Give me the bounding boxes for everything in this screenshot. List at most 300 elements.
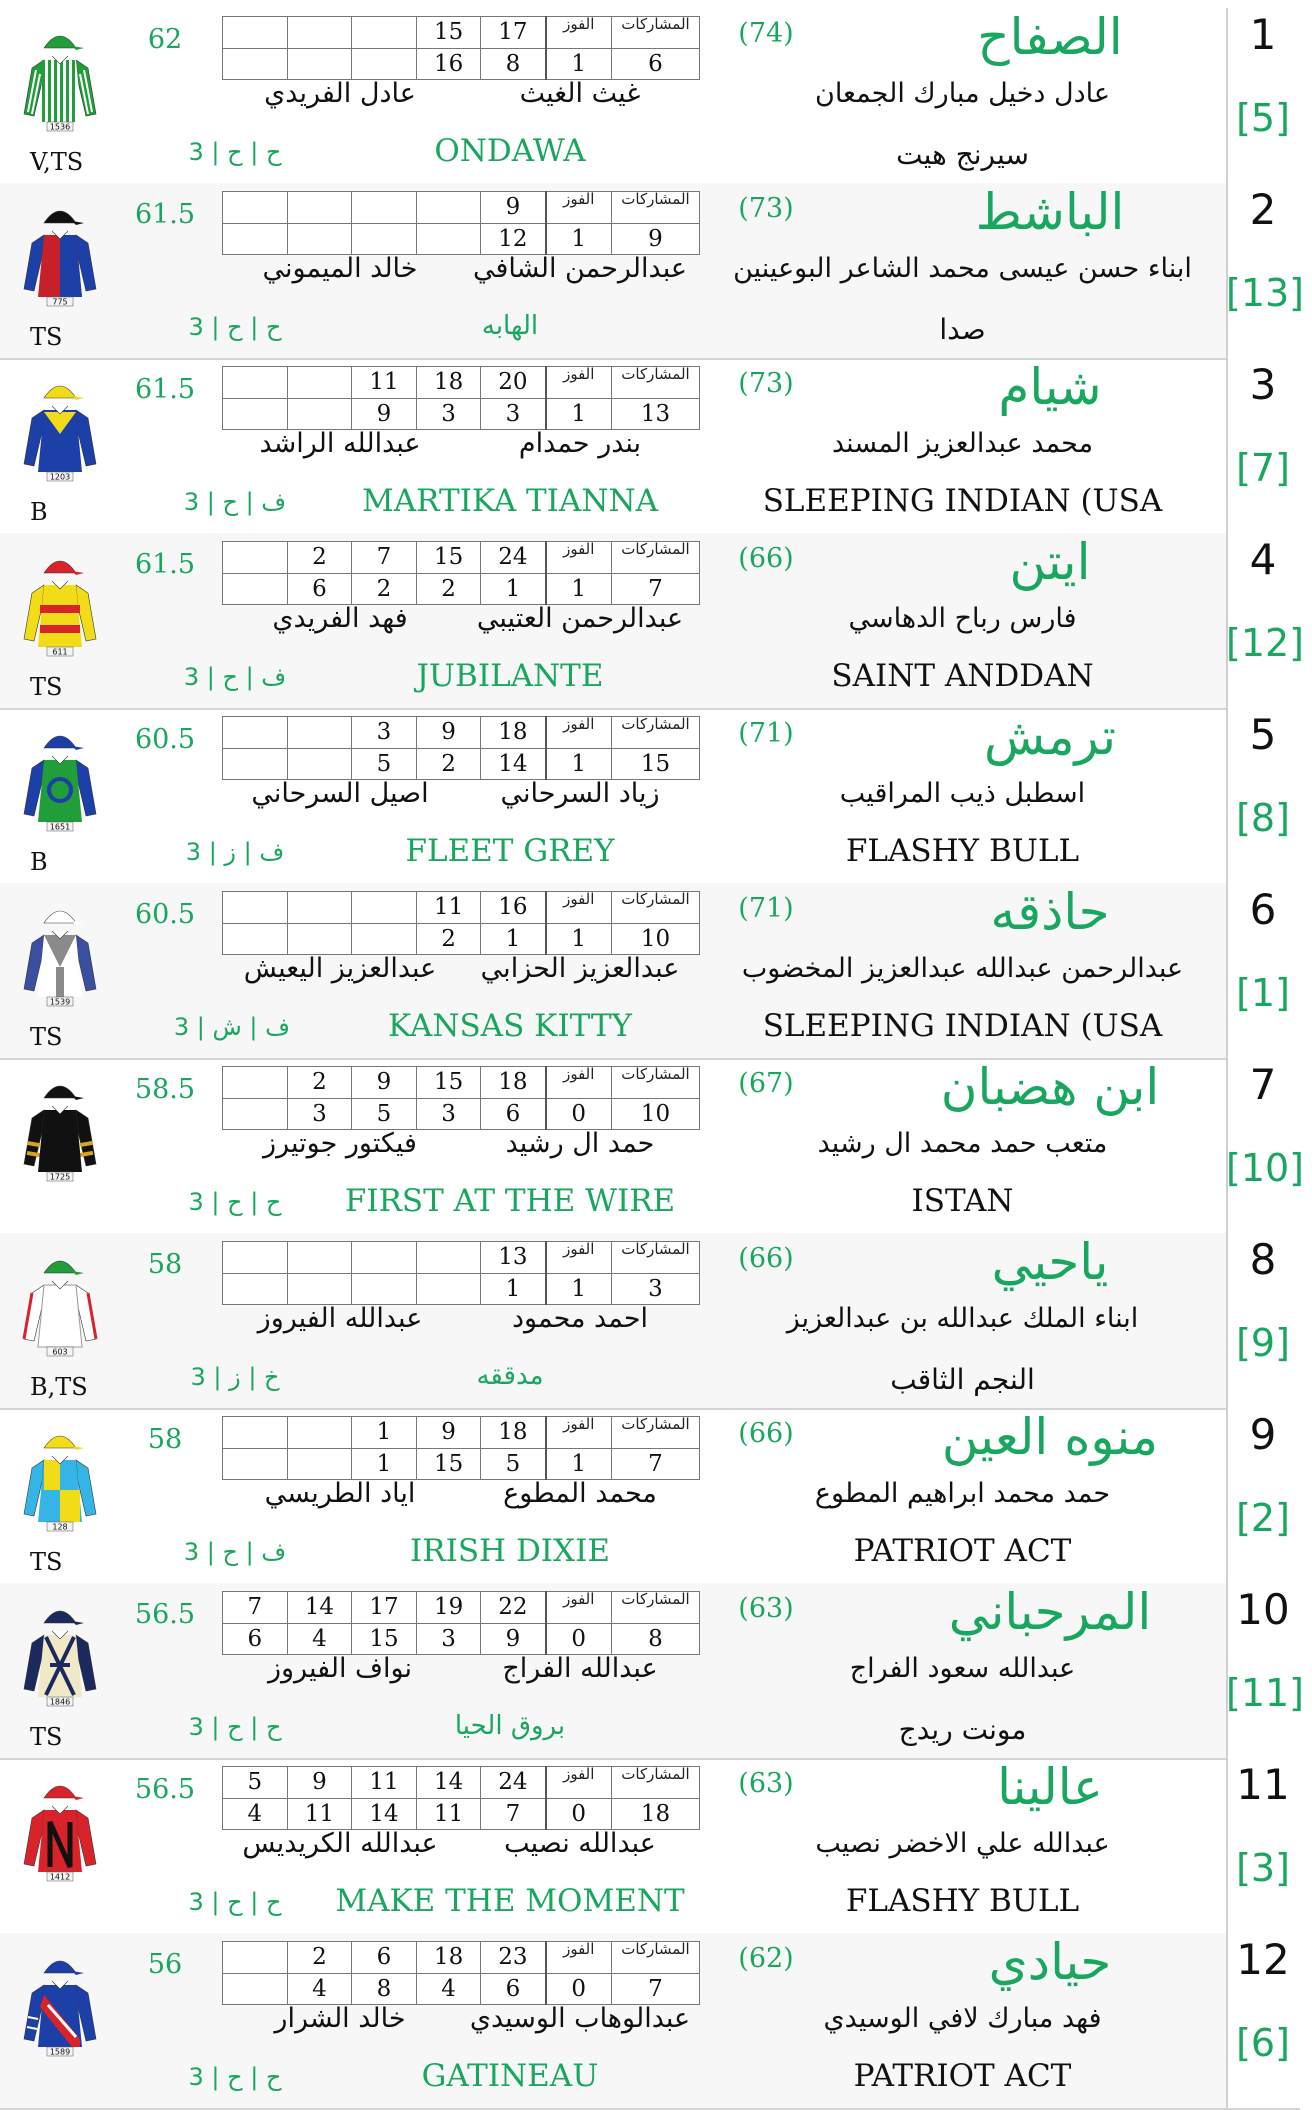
stat-cell: 14 bbox=[352, 1798, 417, 1830]
dam-name: الهابه bbox=[481, 311, 539, 341]
wins-count: 0 bbox=[546, 1098, 612, 1130]
stat-cell: 18 bbox=[416, 367, 481, 399]
stat-cell: 11 bbox=[287, 1798, 352, 1830]
stat-cell bbox=[287, 17, 352, 49]
stat-cell: 23 bbox=[481, 1942, 546, 1974]
horse-rating: (71) bbox=[738, 718, 794, 749]
horse-rating: (73) bbox=[738, 193, 794, 224]
svg-text:1203: 1203 bbox=[49, 472, 71, 482]
horse-rating: (66) bbox=[738, 1418, 794, 1449]
stat-cell bbox=[287, 48, 352, 80]
stat-cell: 7 bbox=[223, 1592, 288, 1624]
jockey-silks-icon bbox=[14, 372, 106, 482]
stat-cell: 18 bbox=[416, 1942, 481, 1974]
wins-count: 0 bbox=[546, 1623, 612, 1655]
sire-name: مونت ريدج bbox=[898, 1713, 1027, 1746]
stat-cell: 13 bbox=[481, 1242, 546, 1274]
stat-cell: 4 bbox=[287, 1623, 352, 1655]
saddle-number: 2 bbox=[1249, 185, 1277, 234]
sire-name: النجم الثاقب bbox=[890, 1363, 1035, 1396]
saddle-number: 10 bbox=[1236, 1585, 1290, 1634]
runner-entry[interactable] bbox=[0, 708, 1300, 885]
stat-cell bbox=[223, 1273, 288, 1305]
runner-entry[interactable] bbox=[0, 533, 1305, 710]
sire-name: SLEEPING INDIAN (USA bbox=[762, 483, 1163, 519]
stat-cell: 14 bbox=[416, 1767, 481, 1799]
svg-text:1412: 1412 bbox=[49, 1872, 71, 1882]
saddle-number: 7 bbox=[1249, 1060, 1277, 1109]
stat-cell: 7 bbox=[352, 542, 417, 574]
trainer-name: عبدالرحمن العتيبي bbox=[476, 603, 684, 634]
stat-cell: 16 bbox=[481, 892, 546, 924]
owner-name: اسطبل ذيب المراقيب bbox=[839, 778, 1086, 809]
svg-text:1725: 1725 bbox=[49, 1172, 71, 1182]
runner-entry[interactable] bbox=[0, 883, 1300, 1060]
wins-count: 1 bbox=[546, 1448, 612, 1480]
stat-cell: 18 bbox=[481, 1417, 546, 1449]
stat-cell: 3 bbox=[416, 398, 481, 430]
owner-name: عادل دخيل مبارك الجمعان bbox=[814, 78, 1110, 109]
runs-header: المشاركات bbox=[612, 1067, 700, 1099]
stat-cell: 5 bbox=[481, 1448, 546, 1480]
stat-cell: 2 bbox=[416, 748, 481, 780]
horse-info: ح | ح | 3 bbox=[188, 1888, 282, 1916]
equipment-code: TS bbox=[30, 1723, 63, 1751]
stat-cell: 2 bbox=[287, 1942, 352, 1974]
runner-entry[interactable] bbox=[0, 358, 1300, 535]
stat-cell: 9 bbox=[481, 1623, 546, 1655]
stat-cell: 14 bbox=[287, 1592, 352, 1624]
saddle-number: 9 bbox=[1249, 1410, 1277, 1459]
jockey-name: عبدالله الفيروز bbox=[257, 1303, 423, 1334]
stat-cell: 15 bbox=[352, 1623, 417, 1655]
trainer-name: عبدالعزيز الحزابي bbox=[480, 953, 680, 984]
stat-cell bbox=[352, 17, 417, 49]
draw-number: [5] bbox=[1236, 96, 1290, 140]
horse-info: ف | ز | 3 bbox=[185, 838, 285, 866]
stat-cell bbox=[223, 1417, 288, 1449]
sire-name: PATRIOT ACT bbox=[853, 2058, 1072, 2094]
runs-header: المشاركات bbox=[612, 1417, 700, 1449]
runs-count: 13 bbox=[612, 398, 700, 430]
stat-cell: 2 bbox=[287, 1067, 352, 1099]
stat-cell: 9 bbox=[352, 1067, 417, 1099]
runs-count: 3 bbox=[612, 1273, 700, 1305]
stat-cell bbox=[352, 923, 417, 955]
jockey-silks-icon bbox=[14, 722, 106, 832]
draw-number: [12] bbox=[1226, 621, 1305, 665]
horse-name[interactable]: الباشط bbox=[975, 183, 1125, 241]
equipment-code: B bbox=[30, 848, 48, 876]
sire-name: صدا bbox=[939, 313, 986, 346]
draw-number: [10] bbox=[1226, 1146, 1305, 1190]
jockey-silks-icon bbox=[14, 22, 106, 132]
stat-cell: 9 bbox=[352, 398, 417, 430]
dam-name: ONDAWA bbox=[434, 133, 586, 169]
stat-cell: 20 bbox=[481, 367, 546, 399]
dam-name: FIRST AT THE WIRE bbox=[344, 1183, 676, 1219]
stat-cell bbox=[352, 892, 417, 924]
trainer-name: عبدالله نصيب bbox=[504, 1828, 656, 1859]
horse-name[interactable]: ياحيي bbox=[991, 1233, 1109, 1291]
stat-cell bbox=[352, 223, 417, 255]
stat-cell bbox=[287, 892, 352, 924]
horse-info: ح | ح | 3 bbox=[188, 1188, 282, 1216]
stat-cell bbox=[352, 1273, 417, 1305]
horse-name[interactable]: المرحباني bbox=[948, 1583, 1152, 1641]
horse-info: ح | ح | 3 bbox=[188, 313, 282, 341]
stat-cell bbox=[223, 367, 288, 399]
owner-name: عبدالرحمن عبدالله عبدالعزيز المخضوب bbox=[741, 953, 1184, 984]
jockey-name: اياد الطريسي bbox=[264, 1478, 416, 1509]
form-stats-table bbox=[222, 1416, 700, 1480]
jockey-name: عادل الفريدي bbox=[264, 78, 416, 109]
horse-info: ف | ح | 3 bbox=[183, 488, 287, 516]
stat-cell: 3 bbox=[481, 398, 546, 430]
stat-cell: 22 bbox=[481, 1592, 546, 1624]
wins-header: الفوز bbox=[546, 1067, 612, 1099]
jockey-name: نواف الفيروز bbox=[267, 1653, 413, 1684]
stat-cell bbox=[287, 223, 352, 255]
carried-weight: 60.5 bbox=[134, 724, 196, 755]
sire-name: SAINT ANDDAN bbox=[831, 658, 1094, 694]
draw-number: [6] bbox=[1236, 2021, 1290, 2065]
stat-cell: 2 bbox=[287, 542, 352, 574]
horse-info: ح | ح | 3 bbox=[188, 2063, 282, 2091]
stat-cell bbox=[223, 192, 288, 224]
owner-name: فهد مبارك لافي الوسيدي bbox=[823, 2003, 1102, 2034]
jockey-silks-icon bbox=[14, 1772, 106, 1882]
form-stats-table bbox=[222, 541, 700, 605]
form-stats-table bbox=[222, 16, 700, 80]
runner-entry[interactable] bbox=[0, 1408, 1300, 1585]
stat-cell bbox=[287, 923, 352, 955]
horse-info: ف | ش | 3 bbox=[173, 1013, 290, 1041]
stat-cell: 9 bbox=[416, 717, 481, 749]
carried-weight: 58.5 bbox=[134, 1074, 196, 1105]
horse-name[interactable]: ايتن bbox=[1009, 533, 1091, 591]
stat-cell: 9 bbox=[481, 192, 546, 224]
stat-cell bbox=[223, 1942, 288, 1974]
stat-cell bbox=[223, 1098, 288, 1130]
stat-cell bbox=[223, 17, 288, 49]
jockey-silks-icon bbox=[14, 1597, 106, 1707]
runs-header: المشاركات bbox=[612, 892, 700, 924]
horse-rating: (71) bbox=[738, 893, 794, 924]
dam-name: مدققه bbox=[476, 1361, 544, 1391]
sire-name: SLEEPING INDIAN (USA bbox=[762, 1008, 1163, 1044]
stat-cell: 4 bbox=[223, 1798, 288, 1830]
runner-entry[interactable] bbox=[0, 1233, 1300, 1410]
equipment-code: TS bbox=[30, 673, 63, 701]
stat-cell bbox=[287, 367, 352, 399]
wins-header: الفوز bbox=[546, 1942, 612, 1974]
jockey-name: فيكتور جوتيرز bbox=[263, 1128, 417, 1159]
stat-cell bbox=[352, 1242, 417, 1274]
saddle-number: 4 bbox=[1249, 535, 1277, 584]
stat-cell: 17 bbox=[352, 1592, 417, 1624]
dam-name: MARTIKA TIANNA bbox=[362, 483, 658, 519]
stat-cell: 9 bbox=[287, 1767, 352, 1799]
stat-cell: 4 bbox=[416, 1973, 481, 2005]
svg-text:611: 611 bbox=[52, 647, 68, 657]
svg-text:128: 128 bbox=[52, 1522, 68, 1532]
stat-cell bbox=[223, 223, 288, 255]
horse-info: ف | ح | 3 bbox=[183, 663, 287, 691]
carried-weight: 61.5 bbox=[134, 199, 196, 230]
stat-cell bbox=[416, 1242, 481, 1274]
stat-cell: 1 bbox=[481, 573, 546, 605]
form-stats-table bbox=[222, 716, 700, 780]
form-stats-table bbox=[222, 191, 700, 255]
sire-name: ISTAN bbox=[911, 1183, 1014, 1219]
stat-cell: 24 bbox=[481, 1767, 546, 1799]
saddle-number: 3 bbox=[1249, 360, 1277, 409]
stat-cell bbox=[287, 1242, 352, 1274]
owner-name: ابناء الملك عبدالله بن عبدالعزيز bbox=[786, 1303, 1139, 1334]
horse-rating: (66) bbox=[738, 543, 794, 574]
carried-weight: 58 bbox=[147, 1424, 183, 1455]
stat-cell bbox=[223, 923, 288, 955]
jockey-name: خالد الميموني bbox=[262, 253, 418, 284]
stat-cell: 5 bbox=[352, 748, 417, 780]
svg-text:1539: 1539 bbox=[49, 997, 71, 1007]
carried-weight: 62 bbox=[147, 24, 183, 55]
saddle-number: 8 bbox=[1249, 1235, 1277, 1284]
horse-name[interactable]: حاذقه bbox=[990, 883, 1110, 941]
wins-count: 0 bbox=[546, 1798, 612, 1830]
runs-header: المشاركات bbox=[612, 17, 700, 49]
jockey-name: عبدالله الراشد bbox=[259, 428, 421, 459]
stat-cell: 4 bbox=[287, 1973, 352, 2005]
runs-count: 15 bbox=[612, 748, 700, 780]
jockey-silks-icon bbox=[14, 547, 106, 657]
stat-cell: 6 bbox=[481, 1098, 546, 1130]
carried-weight: 61.5 bbox=[134, 374, 196, 405]
wins-count: 0 bbox=[546, 1973, 612, 2005]
horse-info: ف | ح | 3 bbox=[183, 1538, 287, 1566]
runs-header: المشاركات bbox=[612, 367, 700, 399]
horse-rating: (67) bbox=[738, 1068, 794, 1099]
wins-header: الفوز bbox=[546, 1242, 612, 1274]
wins-header: الفوز bbox=[546, 1592, 612, 1624]
draw-number: [9] bbox=[1236, 1321, 1290, 1365]
stat-cell: 2 bbox=[352, 573, 417, 605]
stat-cell: 11 bbox=[352, 1767, 417, 1799]
stat-cell: 8 bbox=[481, 48, 546, 80]
stat-cell bbox=[223, 717, 288, 749]
stat-cell: 15 bbox=[416, 542, 481, 574]
carried-weight: 56.5 bbox=[134, 1599, 196, 1630]
owner-name: حمد محمد ابراهيم المطوع bbox=[814, 1478, 1111, 1509]
horse-name[interactable]: منوه العين bbox=[941, 1408, 1159, 1466]
jockey-silks-icon bbox=[14, 197, 106, 307]
wins-header: الفوز bbox=[546, 1417, 612, 1449]
stat-cell bbox=[223, 1242, 288, 1274]
runs-header: المشاركات bbox=[612, 1767, 700, 1799]
runs-header: المشاركات bbox=[612, 717, 700, 749]
jockey-name: فهد الفريدي bbox=[272, 603, 408, 634]
runs-count: 18 bbox=[612, 1798, 700, 1830]
sire-name: FLASHY BULL bbox=[845, 1883, 1080, 1919]
runner-entry[interactable] bbox=[0, 8, 1300, 185]
horse-info: ح | ح | 3 bbox=[188, 1713, 282, 1741]
horse-name[interactable]: الصفاح bbox=[977, 8, 1123, 66]
dam-name: FLEET GREY bbox=[405, 833, 615, 869]
equipment-code: TS bbox=[30, 1023, 63, 1051]
stat-cell: 16 bbox=[416, 48, 481, 80]
wins-header: الفوز bbox=[546, 17, 612, 49]
stat-cell bbox=[416, 223, 481, 255]
stat-cell: 1 bbox=[481, 1273, 546, 1305]
wins-header: الفوز bbox=[546, 367, 612, 399]
stat-cell: 6 bbox=[287, 573, 352, 605]
runner-entry[interactable] bbox=[0, 1583, 1305, 1760]
stat-cell: 5 bbox=[352, 1098, 417, 1130]
runs-count: 6 bbox=[612, 48, 700, 80]
horse-name[interactable]: ترمش bbox=[983, 708, 1117, 766]
stat-cell: 3 bbox=[352, 717, 417, 749]
dam-name: IRISH DIXIE bbox=[409, 1533, 610, 1569]
draw-number: [3] bbox=[1236, 1846, 1290, 1890]
wins-count: 1 bbox=[546, 398, 612, 430]
stat-cell bbox=[287, 1417, 352, 1449]
jockey-silks-icon bbox=[14, 1947, 106, 2057]
stat-cell: 11 bbox=[416, 892, 481, 924]
stat-cell: 9 bbox=[416, 1417, 481, 1449]
runs-count: 7 bbox=[612, 1973, 700, 2005]
horse-name[interactable]: عالينا bbox=[997, 1758, 1103, 1816]
horse-rating: (66) bbox=[738, 1243, 794, 1274]
draw-number: [11] bbox=[1226, 1671, 1305, 1715]
stat-cell bbox=[352, 48, 417, 80]
runner-entry[interactable] bbox=[0, 1933, 1300, 2110]
owner-name: محمد عبدالعزيز المسند bbox=[831, 428, 1094, 459]
runner-entry[interactable] bbox=[0, 183, 1305, 360]
stat-cell bbox=[352, 192, 417, 224]
horse-info: ح | ح | 3 bbox=[188, 138, 282, 166]
stat-cell bbox=[223, 48, 288, 80]
form-stats-table bbox=[222, 1766, 700, 1830]
form-stats-table bbox=[222, 1941, 700, 2005]
stat-cell bbox=[223, 1067, 288, 1099]
trainer-name: حمد ال رشيد bbox=[505, 1128, 655, 1159]
svg-text:775: 775 bbox=[52, 297, 68, 307]
runner-entry[interactable] bbox=[0, 1758, 1300, 1935]
stat-cell: 1 bbox=[352, 1448, 417, 1480]
owner-name: فارس رباح الدهاسي bbox=[848, 603, 1077, 634]
trainer-name: عبدالرحمن الشافي bbox=[473, 253, 687, 284]
runs-header: المشاركات bbox=[612, 1592, 700, 1624]
stat-cell: 15 bbox=[416, 1448, 481, 1480]
runs-header: المشاركات bbox=[612, 1242, 700, 1274]
stat-cell: 14 bbox=[481, 748, 546, 780]
runs-header: المشاركات bbox=[612, 542, 700, 574]
horse-rating: (74) bbox=[738, 18, 794, 49]
wins-count: 1 bbox=[546, 923, 612, 955]
owner-name: عبدالله سعود الفراج bbox=[849, 1653, 1076, 1684]
svg-text:603: 603 bbox=[52, 1347, 68, 1357]
stat-cell bbox=[287, 717, 352, 749]
jockey-silks-icon bbox=[14, 1422, 106, 1532]
carried-weight: 60.5 bbox=[134, 899, 196, 930]
runs-count: 7 bbox=[612, 573, 700, 605]
form-stats-table bbox=[222, 1241, 700, 1305]
stat-cell: 7 bbox=[481, 1798, 546, 1830]
equipment-code: V,TS bbox=[30, 148, 84, 176]
svg-text:1846: 1846 bbox=[49, 1697, 71, 1707]
horse-rating: (62) bbox=[738, 1943, 794, 1974]
stat-cell: 8 bbox=[352, 1973, 417, 2005]
form-stats-table bbox=[222, 1066, 700, 1130]
dam-name: JUBILANTE bbox=[416, 658, 604, 694]
horse-name[interactable]: حيادي bbox=[988, 1933, 1112, 1991]
saddle-number: 5 bbox=[1249, 710, 1277, 759]
runs-header: المشاركات bbox=[612, 192, 700, 224]
svg-text:1536: 1536 bbox=[49, 122, 71, 132]
carried-weight: 56 bbox=[147, 1949, 183, 1980]
trainer-name: غيث الغيث bbox=[519, 78, 641, 109]
horse-name[interactable]: شيام bbox=[998, 358, 1102, 416]
dam-name: MAKE THE MOMENT bbox=[335, 1883, 685, 1919]
saddle-number: 11 bbox=[1236, 1760, 1290, 1809]
runs-header: المشاركات bbox=[612, 1942, 700, 1974]
saddle-number: 12 bbox=[1236, 1935, 1290, 1984]
wins-header: الفوز bbox=[546, 192, 612, 224]
jockey-silks-icon bbox=[14, 1072, 106, 1182]
stat-cell: 18 bbox=[481, 717, 546, 749]
dam-name: GATINEAU bbox=[421, 2058, 599, 2094]
runs-count: 8 bbox=[612, 1623, 700, 1655]
runs-count: 9 bbox=[612, 223, 700, 255]
stat-cell: 5 bbox=[223, 1767, 288, 1799]
stat-cell: 11 bbox=[352, 367, 417, 399]
owner-name: عبدالله علي الاخضر نصيب bbox=[815, 1828, 1110, 1859]
stat-cell: 19 bbox=[416, 1592, 481, 1624]
owner-name: ابناء حسن عيسى محمد الشاعر البوعينين bbox=[733, 253, 1192, 284]
stat-cell: 11 bbox=[416, 1798, 481, 1830]
wins-count: 1 bbox=[546, 1273, 612, 1305]
stat-cell bbox=[287, 398, 352, 430]
dam-name: KANSAS KITTY bbox=[388, 1008, 632, 1044]
stat-cell: 6 bbox=[223, 1623, 288, 1655]
equipment-code: B,TS bbox=[30, 1373, 88, 1401]
equipment-code: B bbox=[30, 498, 48, 526]
wins-count: 1 bbox=[546, 223, 612, 255]
stat-cell: 2 bbox=[416, 923, 481, 955]
jockey-name: اصيل السرحاني bbox=[251, 778, 429, 809]
saddle-number: 1 bbox=[1249, 10, 1277, 59]
jockey-name: خالد الشرار bbox=[274, 2003, 406, 2034]
form-stats-table bbox=[222, 366, 700, 430]
carried-weight: 61.5 bbox=[134, 549, 196, 580]
horse-name[interactable]: ابن هضبان bbox=[940, 1058, 1160, 1116]
runner-entry[interactable] bbox=[0, 1058, 1305, 1235]
sire-name: FLASHY BULL bbox=[845, 833, 1080, 869]
carried-weight: 58 bbox=[147, 1249, 183, 1280]
trainer-name: محمد المطوع bbox=[503, 1478, 657, 1509]
stat-cell: 2 bbox=[416, 573, 481, 605]
sire-name: PATRIOT ACT bbox=[853, 1533, 1072, 1569]
draw-number: [7] bbox=[1236, 446, 1290, 490]
sire-name: سيرنج هيت bbox=[896, 138, 1029, 171]
draw-number: [2] bbox=[1236, 1496, 1290, 1540]
stat-cell: 3 bbox=[287, 1098, 352, 1130]
form-stats-table bbox=[222, 891, 700, 955]
stat-cell: 15 bbox=[416, 1067, 481, 1099]
wins-header: الفوز bbox=[546, 892, 612, 924]
stat-cell bbox=[223, 573, 288, 605]
